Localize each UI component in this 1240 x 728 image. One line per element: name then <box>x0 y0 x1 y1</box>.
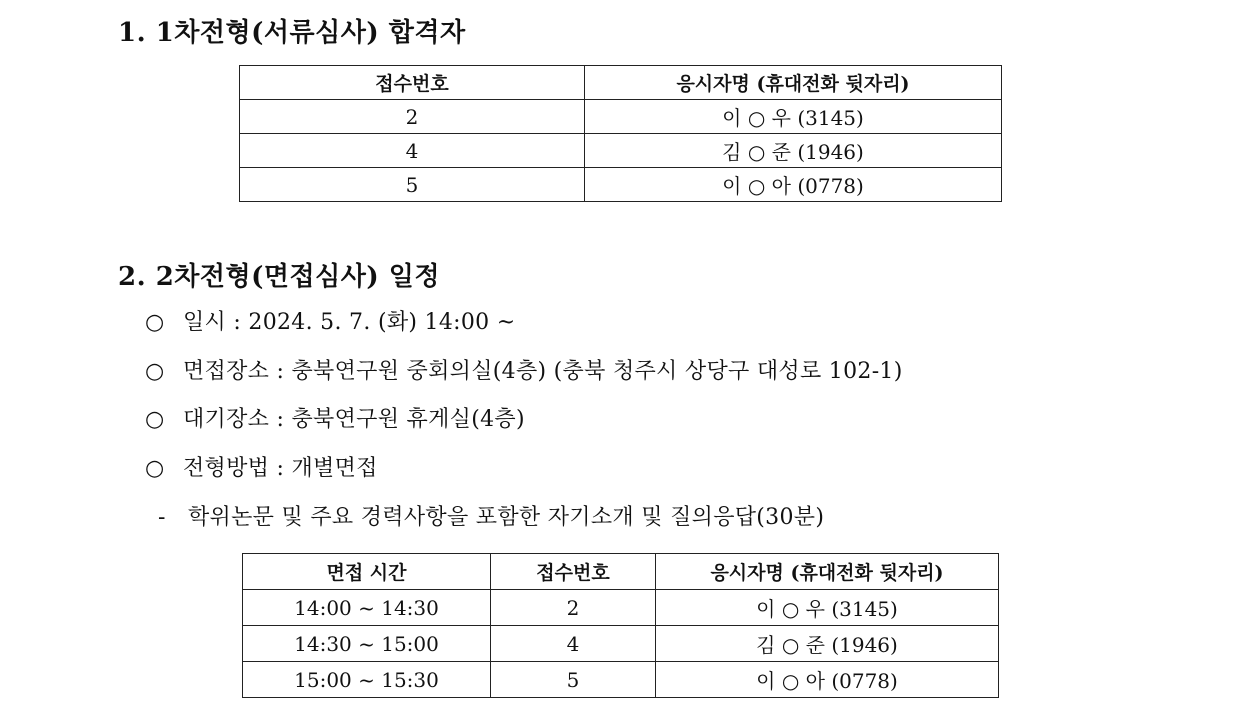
method-detail-text: 학위논문 및 주요 경력사항을 포함한 자기소개 및 질의응답(30분) <box>188 505 825 530</box>
receipt-number-cell: 4 <box>491 626 656 662</box>
section-1-title: 1. 1차전형(서류심사) 합격자 <box>118 18 466 48</box>
circle-bullet-icon: ○ <box>145 407 165 432</box>
header-interview-time: 면접 시간 <box>243 554 491 590</box>
applicant-name-cell: 이 ○ 아 (0778) <box>656 662 999 698</box>
receipt-number-cell: 2 <box>491 590 656 626</box>
interview-time-cell: 14:30 ~ 15:00 <box>243 626 491 662</box>
circle-bullet-icon: ○ <box>145 359 165 384</box>
dash-bullet: - <box>158 505 166 530</box>
applicant-name-cell: 이 ○ 우 (3145) <box>585 100 1002 134</box>
header-receipt-number: 접수번호 <box>491 554 656 590</box>
receipt-number-cell: 5 <box>491 662 656 698</box>
info-item-text: 대기장소 : 충북연구원 휴게실(4층) <box>183 407 525 432</box>
section-2-title: 2. 2차전형(면접심사) 일정 <box>118 262 440 292</box>
interview-time-cell: 15:00 ~ 15:30 <box>243 662 491 698</box>
table-header-row <box>240 66 1002 100</box>
info-item-method <box>145 451 378 482</box>
header-applicant-name: 응시자명 (휴대전화 뒷자리) <box>656 554 999 590</box>
applicant-name-cell: 김 ○ 준 (1946) <box>585 134 1002 168</box>
table-row <box>240 134 1002 168</box>
table-row <box>240 100 1002 134</box>
table-row <box>243 626 999 662</box>
receipt-number-cell: 2 <box>240 100 585 134</box>
header-receipt-number: 접수번호 <box>240 66 585 100</box>
info-item-text: 전형방법 : 개별면접 <box>183 456 378 481</box>
passed-applicants-table <box>239 65 1002 202</box>
info-item-datetime <box>145 305 515 336</box>
info-item-interview-location <box>145 354 903 385</box>
applicant-name-cell: 김 ○ 준 (1946) <box>656 626 999 662</box>
applicant-name-cell: 이 ○ 아 (0778) <box>585 168 1002 202</box>
circle-bullet-icon: ○ <box>145 310 165 335</box>
header-applicant-name: 응시자명 (휴대전화 뒷자리) <box>585 66 1002 100</box>
table-header-row <box>243 554 999 590</box>
info-item-text: 일시 : 2024. 5. 7. (화) 14:00 ~ <box>183 310 516 335</box>
receipt-number-cell: 5 <box>240 168 585 202</box>
method-detail-note <box>158 500 824 531</box>
applicant-name-cell: 이 ○ 우 (3145) <box>656 590 999 626</box>
table-row <box>240 168 1002 202</box>
info-item-text: 면접장소 : 충북연구원 중회의실(4층) (충북 청주시 상당구 대성로 102-1) <box>183 359 903 384</box>
circle-bullet-icon: ○ <box>145 456 165 481</box>
info-item-waiting-location <box>145 402 525 433</box>
table-row <box>243 662 999 698</box>
table-row <box>243 590 999 626</box>
receipt-number-cell: 4 <box>240 134 585 168</box>
interview-time-cell: 14:00 ~ 14:30 <box>243 590 491 626</box>
interview-schedule-table <box>242 553 999 698</box>
